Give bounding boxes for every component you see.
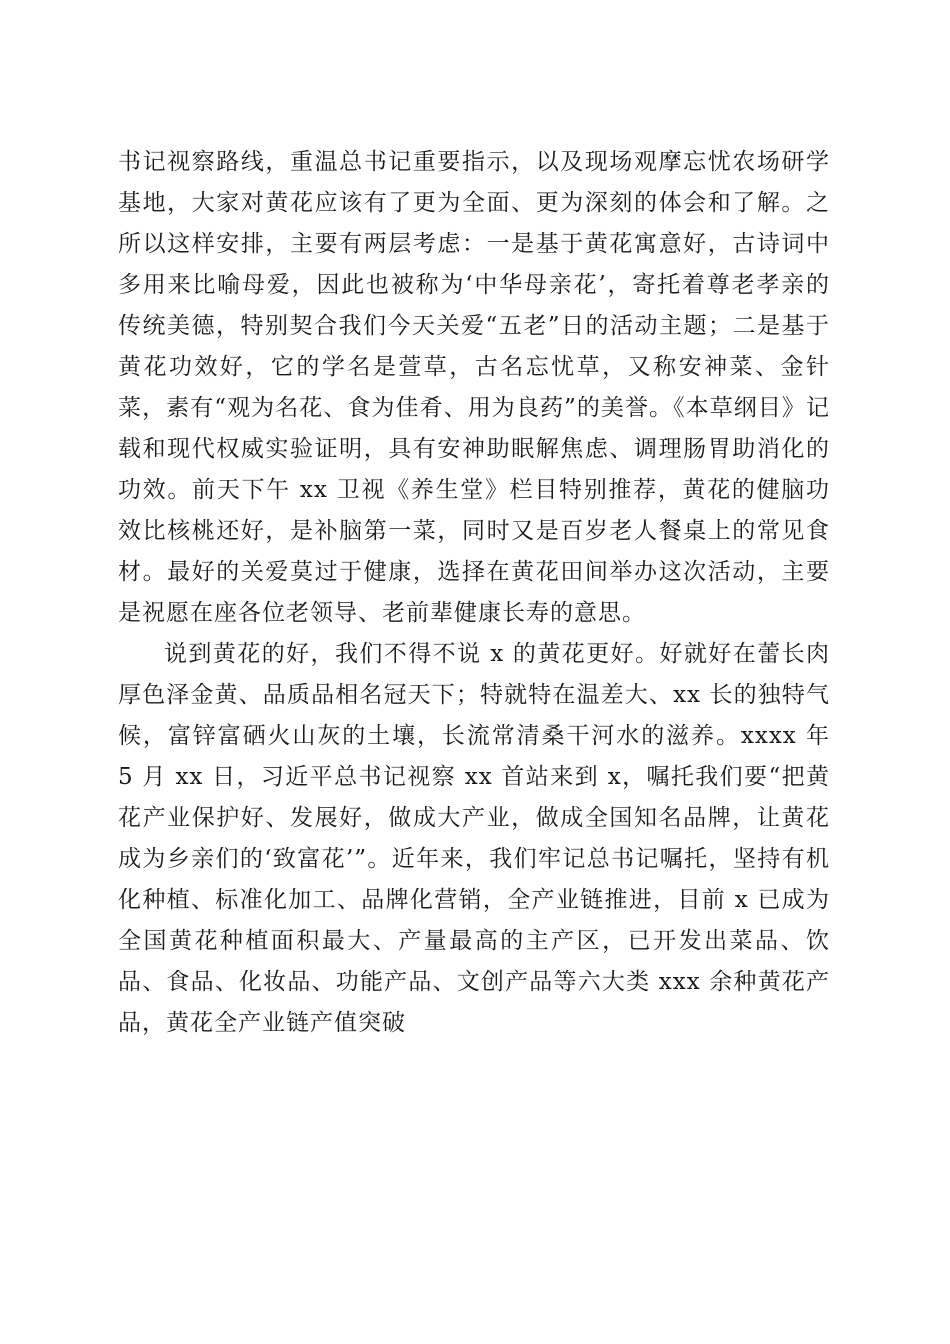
paragraph-2: 说到黄花的好，我们不得不说 x 的黄花更好。好就好在蕾长肉厚色泽金黄、品质品相名冠天下；特就特在温差大、xx 长的独特气候，富锌富硒火山灰的土壤，长流常清桑干河水的滋养。xxxx 年 5 月 xx 日，习近平总书记视察 xx 首站来到 x，嘱托我们要“把黄花产业保护好、发展好，做成大产业，做成全国知名品牌，让黄花成为乡亲们的‘致富花’”。近年来，我们牢记总书记嘱托，坚持有机化种植、标准化加工、品牌化营销，全产业链推进，目前 x 已成为全国黄花种植面积最大、产量最高的主产区，已开发出菜品、饮品、食品、化妆品、功能产品、文创产品等六大类 xxx 余种黄花产品，黄花全产业链产值突破	[118, 641, 830, 1036]
document-body	[118, 142, 830, 1044]
paragraph-1: 书记视察路线，重温总书记重要指示，以及现场观摩忘忧农场研学基地，大家对黄花应该有了更为全面、更为深刻的体会和了解。之所以这样安排，主要有两层考虑：一是基于黄花寓意好，古诗词中多用来比喻母爱，因此也被称为‘中华母亲花’，寄托着尊老孝亲的传统美德，特别契合我们今天关爱“五老”日的活动主题；二是基于黄花功效好，它的学名是萱草，古名忘忧草，又称安神菜、金针菜，素有“观为名花、食为佳肴、用为良药”的美誉。《本草纲目》记载和现代权威实验证明，具有安神助眠解焦虑、调理肠胃助消化的功效。前天下午 xx 卫视《养生堂》栏目特别推荐，黄花的健脑功效比核桃还好，是补脑第一菜，同时又是百岁老人餐桌上的常见食材。最好的关爱莫过于健康，选择在黄花田间举办这次活动，主要是祝愿在座各位老领导、老前辈健康长寿的意思。	[118, 149, 830, 626]
